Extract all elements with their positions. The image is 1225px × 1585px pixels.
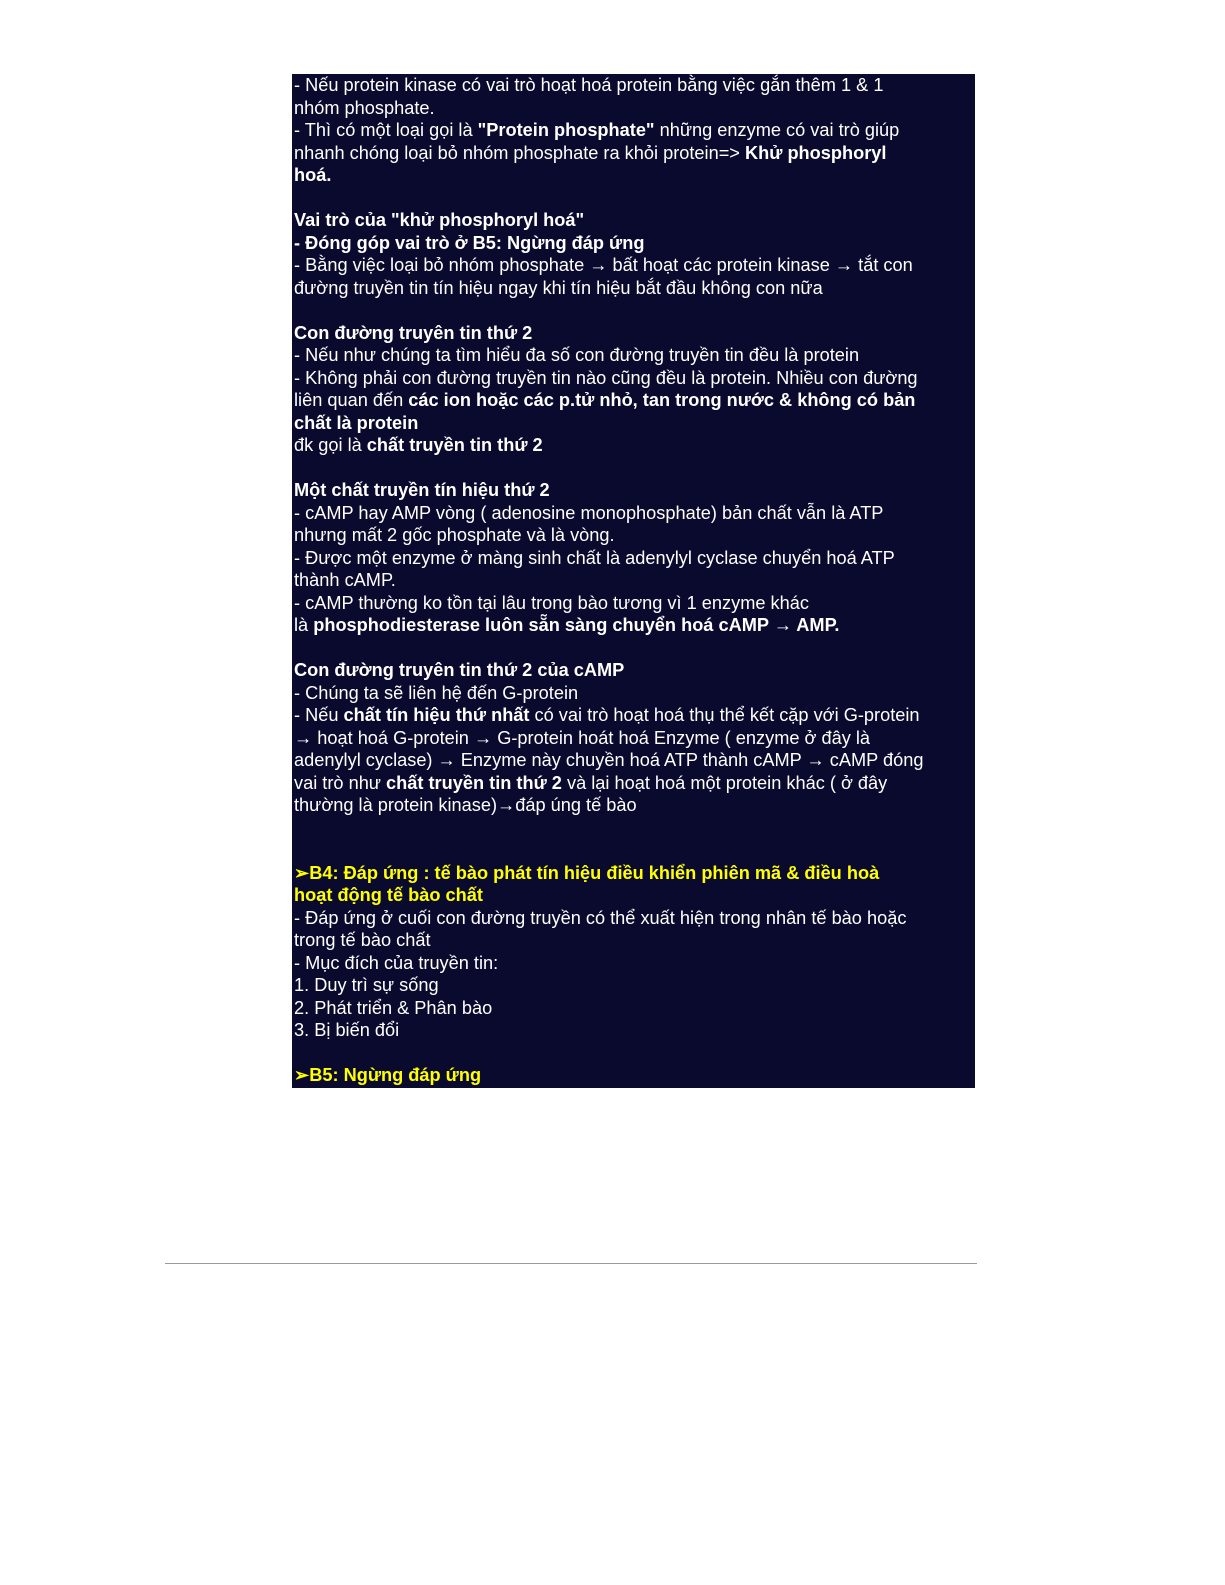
text-line: là phosphodiesterase luôn sẵn sàng chuyển hoá cAMP → AMP.	[294, 615, 840, 635]
text-line: - Mục đích của truyền tin:	[294, 952, 499, 973]
text-line: - Bằng việc loại bỏ nhóm phosphate → bất hoạt các protein kinase → tắt con	[294, 255, 913, 275]
step-heading-b4: ➢B4: Đáp ứng : tế bào phát tín hiệu điều khiển phiên mã & điều hoà	[294, 862, 880, 883]
section-heading: Con đường truyên tin thứ 2 của cAMP	[294, 660, 625, 680]
text-line: - cAMP thường ko tồn tại lâu trong bào tương vì 1 enzyme khác	[294, 592, 809, 613]
text-line: vai trò như chất truyền tin thứ 2 và lại hoạt hoá một protein khác ( ở đây	[294, 772, 888, 793]
text-line: - Thì có một loại gọi là "Protein phosphate" những enzyme có vai trò giúp	[294, 120, 900, 140]
text-line: - Chúng ta sẽ liên hệ đến G-protein	[294, 682, 579, 703]
text-line: chất là protein	[294, 412, 419, 433]
text-line: trong tế bào chất	[294, 930, 431, 950]
list-item: 3. Bị biến đổi	[294, 1020, 400, 1040]
text-line: nhưng mất 2 gốc phosphate và là vòng.	[294, 525, 615, 545]
text-line: nhóm phosphate.	[294, 97, 435, 118]
slide-image	[292, 74, 975, 1088]
text-line: adenylyl cyclase) → Enzyme này chuyền hoá ATP thành cAMP → cAMP đóng	[294, 750, 924, 770]
section-subheading: - Đóng góp vai trò ở B5: Ngừng đáp ứng	[294, 232, 645, 253]
step-heading-b4-cont: hoạt động tế bào chất	[294, 885, 483, 905]
list-item: 2. Phát triển & Phân bào	[294, 997, 493, 1018]
text-line: đường truyền tin tín hiệu ngay khi tín hiệu bắt đầu không con nữa	[294, 277, 823, 298]
text-line: liên quan đến các ion hoặc các p.tử nhỏ, tan trong nước & không có bản	[294, 390, 916, 410]
text-line: nhanh chóng loại bỏ nhóm phosphate ra khỏi protein=> Khử phosphoryl	[294, 142, 887, 163]
section-heading: Vai trò của "khử phosphoryl hoá"	[294, 210, 585, 230]
footer-divider	[165, 1263, 977, 1264]
section-heading: Con đường truyên tin thứ 2	[294, 322, 533, 343]
text-line: - Không phải con đường truyền tin nào cũng đều là protein. Nhiều con đường	[294, 367, 918, 388]
section-heading: Một chất truyền tín hiệu thứ 2	[294, 480, 550, 500]
text-line: - cAMP hay AMP vòng ( adenosine monophosphate) bản chất vẫn là ATP	[294, 502, 884, 523]
text-line: đk gọi là chất truyền tin thứ 2	[294, 435, 543, 455]
text-line: thành cAMP.	[294, 570, 396, 590]
text-line: - Được một enzyme ở màng sinh chất là adenylyl cyclase chuyển hoá ATP	[294, 547, 895, 568]
text-line: → hoạt hoá G-protein → G-protein hoát hoá Enzyme ( enzyme ở đây là	[294, 727, 871, 748]
text-line: - Nếu như chúng ta tìm hiểu đa số con đường truyền tin đều là protein	[294, 345, 860, 365]
text-line: - Đáp ứng ở cuối con đường truyền có thể xuất hiện trong nhân tế bào hoặc	[294, 907, 907, 928]
list-item: 1. Duy trì sự sống	[294, 975, 439, 995]
step-heading-b5: ➢B5: Ngừng đáp ứng	[294, 1065, 482, 1085]
text-line: hoá.	[294, 165, 332, 185]
text-line: thường là protein kinase)→đáp úng tế bào	[294, 795, 637, 815]
text-line: - Nếu chất tín hiệu thứ nhất có vai trò hoạt hoá thụ thể kết cặp với G-protein	[294, 705, 920, 725]
text-line: - Nếu protein kinase có vai trò hoạt hoá protein bằng việc gắn thêm 1 & 1	[294, 75, 884, 95]
